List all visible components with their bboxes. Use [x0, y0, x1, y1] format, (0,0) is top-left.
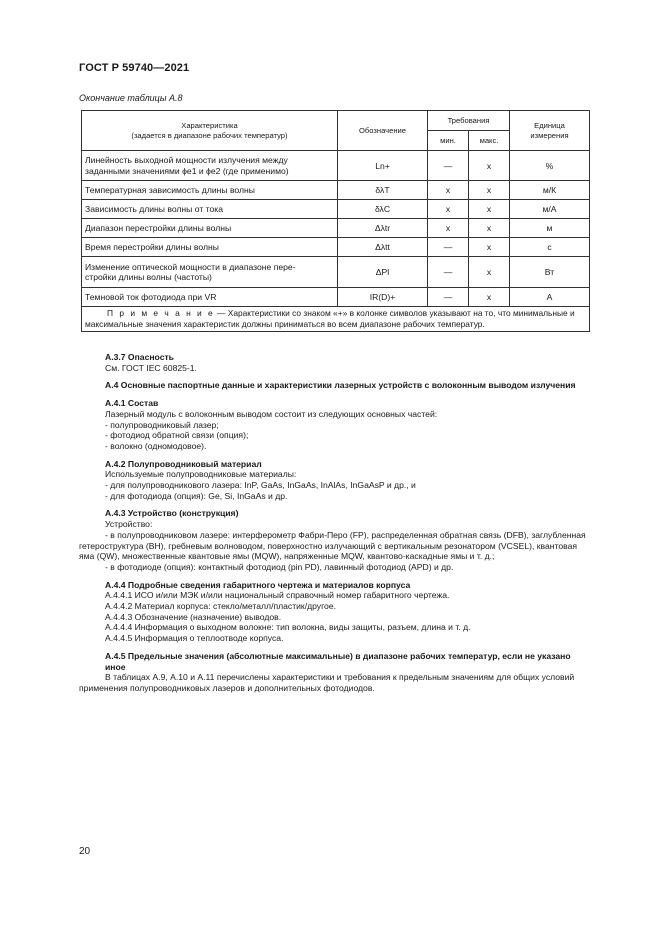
- list-item: - фотодиод обратной связи (опция);: [105, 430, 249, 441]
- row-unit: м/А: [510, 200, 590, 219]
- section-title: А.4.2 Полупроводниковый материал: [105, 458, 262, 469]
- row-unit: Вт: [510, 257, 590, 288]
- row-max: x: [469, 288, 510, 307]
- table-row: [82, 238, 590, 257]
- row-unit: м: [510, 219, 590, 238]
- section-title: А.4.4 Подробные сведения габаритного чертежа и материалов корпуса: [105, 579, 411, 590]
- row-max: x: [469, 238, 510, 257]
- list-item: А.4.4.2 Материал корпуса: стекло/металл/пластик/другое.: [105, 601, 336, 612]
- row-min: —: [428, 238, 469, 257]
- characteristics-table: [81, 110, 590, 332]
- paragraph: Используемые полупроводниковые материалы:: [105, 469, 297, 480]
- header-characteristic: Характеристика (задается в диапазоне рабочих температур): [82, 111, 338, 151]
- row-min: x: [428, 219, 469, 238]
- table-row: [82, 151, 590, 181]
- table-row: [82, 200, 590, 219]
- list-item: - волокно (одномодовое).: [105, 440, 207, 451]
- row-symbol: Ln+: [338, 151, 428, 181]
- header-min: мин.: [428, 131, 469, 151]
- paragraph: Устройство:: [105, 519, 153, 530]
- table-row: [82, 219, 590, 238]
- row-characteristic: Диапазон перестройки длины волны: [82, 219, 338, 238]
- list-item: А.4.4.3 Обозначение (назначение) выводов.: [105, 611, 282, 622]
- row-max: x: [469, 219, 510, 238]
- row-symbol: Δλtt: [338, 238, 428, 257]
- row-unit: с: [510, 238, 590, 257]
- row-characteristic: Зависимость длины волны от тока: [82, 200, 338, 219]
- row-max: x: [469, 181, 510, 200]
- header-max: макс.: [469, 131, 510, 151]
- row-min: —: [428, 257, 469, 288]
- header-unit: Единица измерения: [510, 111, 590, 151]
- header-designation: Обозначение: [338, 111, 428, 151]
- table-row: [82, 181, 590, 200]
- list-item: - в фотодиоде (опция): контактный фотодиод (pin PD), лавинный фотодиод (APD) и др.: [105, 561, 454, 572]
- section-title: А.4 Основные паспортные данные и характеристики лазерных устройств с волоконным выводом излучения: [105, 380, 576, 391]
- list-item: А.4.4.4 Информация о выходном волокне: тип волокна, виды защиты, разъем, длина и т. д.: [105, 622, 471, 633]
- row-characteristic: Линейность выходной мощности излучения между заданными значениями ϕe1 и ϕe2 (где применимо): [82, 151, 338, 181]
- row-min: x: [428, 200, 469, 219]
- row-min: —: [428, 151, 469, 181]
- header-requirements: Требования: [428, 111, 510, 131]
- list-item: - в полупроводниковом лазере: интерферометр Фабри-Перо (FP), распределенная обратная связь (DFB), заглубленная гетероструктура (BH), гребневым волноводом, поверхностно излучающий с вертикальным резонатором (VCSEL), квантовая яма (QW), множественные квантовые ямы (MQW), напряженные MQW, квантово-каскадные ямы и т. д.;: [79, 529, 586, 562]
- note-label: П р и м е ч а н и е: [107, 308, 215, 318]
- document-body: [79, 352, 591, 694]
- list-item: - полупроводниковый лазер;: [105, 419, 219, 430]
- row-max: x: [469, 151, 510, 181]
- table-row: [82, 257, 590, 288]
- row-min: x: [428, 181, 469, 200]
- row-characteristic: Изменение оптической мощности в диапазоне пере- стройки длины волны (частоты): [82, 257, 338, 288]
- table-row: [82, 288, 590, 307]
- table-caption: Окончание таблицы А.8: [79, 93, 183, 103]
- row-symbol: δλC: [338, 200, 428, 219]
- table-note-row: [82, 307, 590, 332]
- list-item: А.4.4.5 Информация о теплоотводе корпуса.: [105, 633, 284, 644]
- row-unit: м/К: [510, 181, 590, 200]
- list-item: - для фотодиода (опция): Ge, Si, InGaAs и др.: [105, 490, 288, 501]
- row-unit: А: [510, 288, 590, 307]
- row-symbol: ΔPl: [338, 257, 428, 288]
- list-item: - для полупроводникового лазера: InP, GaAs, InGaAs, InAlAs, InGaAsP и др., и: [105, 480, 416, 491]
- section-title: А.4.1 Состав: [105, 398, 159, 409]
- page-number: 20: [79, 846, 91, 857]
- paragraph: Лазерный модуль с волоконным выводом состоит из следующих основных частей:: [105, 408, 438, 419]
- section-title: А.3.7 Опасность: [105, 352, 174, 362]
- paragraph: В таблицах А.9, А.10 и А.11 перечислены характеристики и требования к предельным значениям для общих условий применения полупроводниковых лазеров и дополнительных фотодиодов.: [79, 672, 575, 693]
- row-min: —: [428, 288, 469, 307]
- row-symbol: IR(D)+: [338, 288, 428, 307]
- table-note: [82, 307, 590, 332]
- row-characteristic: Температурная зависимость длины волны: [82, 181, 338, 200]
- row-unit: %: [510, 151, 590, 181]
- row-symbol: Δλtr: [338, 219, 428, 238]
- paragraph: См. ГОСТ IEC 60825-1.: [105, 362, 197, 373]
- list-item: А.4.4.1 ИСО и/или МЭК и/или национальный справочный номер габаритного чертежа.: [105, 590, 450, 601]
- note-text: — Характеристики со знаком «+» в колонке символов указывают на то, что минимальные и максимальные значения характеристик должны приниматься во всем диапазоне рабочих температур.: [85, 308, 575, 329]
- row-characteristic: Темновой ток фотодиода при VR: [82, 288, 338, 307]
- row-characteristic: Время перестройки длины волны: [82, 238, 338, 257]
- row-max: x: [469, 257, 510, 288]
- section-title: А.4.5 Предельные значения (абсолютные максимальные) в диапазоне рабочих температур, если не указано иное: [105, 650, 571, 672]
- document-header: ГОСТ Р 59740—2021: [79, 62, 190, 74]
- row-symbol: δλT: [338, 181, 428, 200]
- row-max: x: [469, 200, 510, 219]
- section-title: А.4.3 Устройство (конструкция): [105, 508, 239, 519]
